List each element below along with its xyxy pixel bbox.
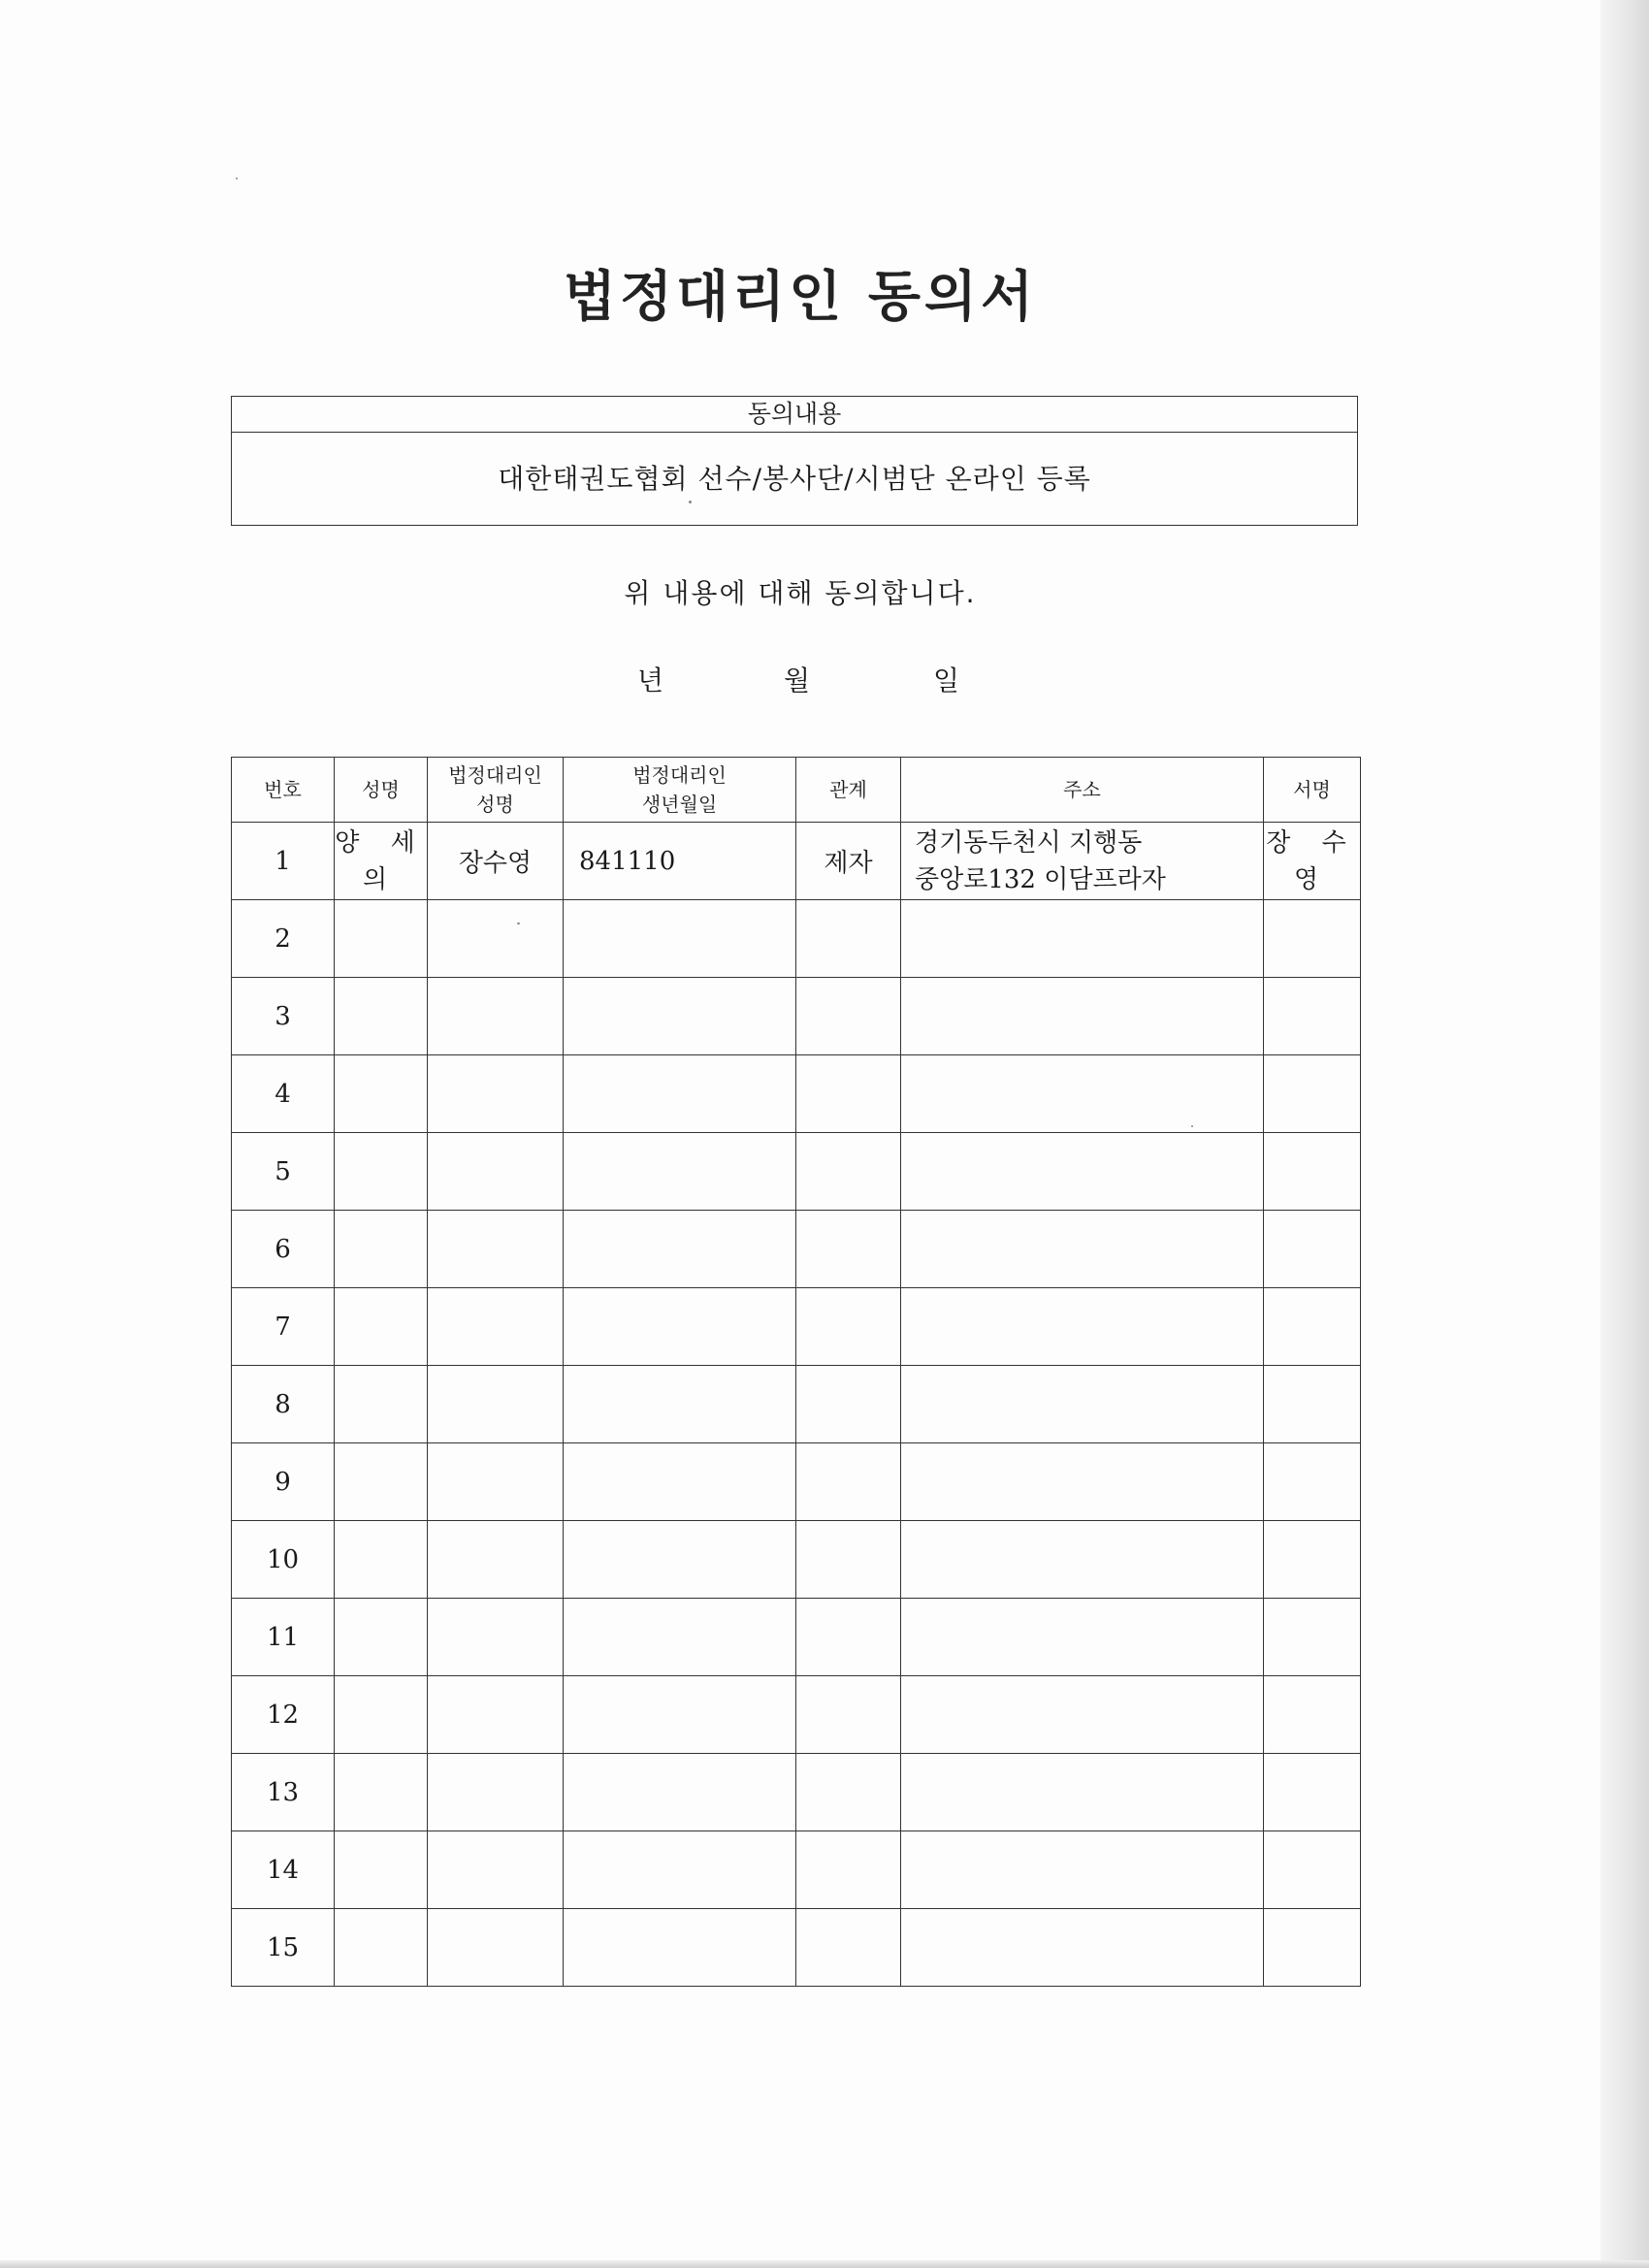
table-row bbox=[232, 1288, 1361, 1366]
cell-relation bbox=[796, 1288, 901, 1366]
cell-rep-birth bbox=[564, 1288, 796, 1366]
cell-address-line1: 경기동두천시 지행동 bbox=[915, 827, 1143, 858]
cell-address bbox=[901, 1133, 1264, 1211]
cell-no: 10 bbox=[232, 1521, 335, 1599]
cell-address bbox=[901, 1831, 1264, 1909]
cell-address bbox=[901, 1754, 1264, 1831]
consent-header: 동의내용 bbox=[232, 397, 1357, 433]
cell-signature bbox=[1264, 1366, 1361, 1443]
cell-signature bbox=[1264, 1521, 1361, 1599]
cell-address bbox=[901, 1288, 1264, 1366]
date-year-label: 년 bbox=[637, 664, 664, 697]
cell-signature bbox=[1264, 1288, 1361, 1366]
cell-rep-birth bbox=[564, 1443, 796, 1521]
cell-name bbox=[335, 1599, 428, 1676]
cell-name bbox=[335, 1133, 428, 1211]
cell-rep-birth bbox=[564, 1754, 796, 1831]
cell-name bbox=[335, 1055, 428, 1133]
cell-rep-name bbox=[428, 1599, 564, 1676]
cell-rep-name bbox=[428, 1909, 564, 1987]
table-row bbox=[232, 1366, 1361, 1443]
cell-rep-name bbox=[428, 978, 564, 1055]
table-row bbox=[232, 1211, 1361, 1288]
cell-rep-birth bbox=[564, 1366, 796, 1443]
cell-signature bbox=[1264, 1443, 1361, 1521]
header-rep-birth bbox=[564, 758, 796, 823]
cell-relation bbox=[796, 1366, 901, 1443]
table-header-row bbox=[232, 758, 1361, 823]
table-row bbox=[232, 900, 1361, 978]
header-rep-name-line2: 성명 bbox=[476, 793, 514, 816]
cell-relation bbox=[796, 900, 901, 978]
cell-rep-birth bbox=[564, 900, 796, 978]
cell-address bbox=[901, 1443, 1264, 1521]
cell-signature: 장 수 영 bbox=[1264, 823, 1361, 900]
cell-signature bbox=[1264, 1211, 1361, 1288]
cell-relation bbox=[796, 1831, 901, 1909]
cell-rep-name bbox=[428, 1676, 564, 1754]
cell-no: 5 bbox=[232, 1133, 335, 1211]
cell-name bbox=[335, 1443, 428, 1521]
cell-rep-birth bbox=[564, 1909, 796, 1987]
cell-name: 양 세 의 bbox=[335, 823, 428, 900]
cell-signature bbox=[1264, 1754, 1361, 1831]
cell-no: 2 bbox=[232, 900, 335, 978]
cell-rep-name bbox=[428, 900, 564, 978]
scan-edge bbox=[1600, 0, 1649, 2268]
cell-name bbox=[335, 1754, 428, 1831]
header-no: 번호 bbox=[232, 758, 335, 823]
cell-no: 13 bbox=[232, 1754, 335, 1831]
consent-box bbox=[231, 396, 1358, 526]
cell-relation bbox=[796, 1211, 901, 1288]
scan-speck bbox=[517, 923, 520, 924]
header-address: 주소 bbox=[901, 758, 1264, 823]
document-title: 법정대리인 동의서 bbox=[563, 266, 1038, 329]
cell-rep-birth bbox=[564, 1133, 796, 1211]
date-day-label: 일 bbox=[933, 664, 960, 697]
cell-relation bbox=[796, 1521, 901, 1599]
cell-no: 6 bbox=[232, 1211, 335, 1288]
cell-relation bbox=[796, 1676, 901, 1754]
cell-no: 8 bbox=[232, 1366, 335, 1443]
cell-name bbox=[335, 900, 428, 978]
cell-signature bbox=[1264, 1599, 1361, 1676]
cell-relation bbox=[796, 1133, 901, 1211]
table-row bbox=[232, 1599, 1361, 1676]
cell-rep-birth bbox=[564, 1831, 796, 1909]
cell-name bbox=[335, 1521, 428, 1599]
table-row bbox=[232, 1055, 1361, 1133]
header-rep-name-line1: 법정대리인 bbox=[448, 763, 542, 787]
cell-name bbox=[335, 1831, 428, 1909]
cell-rep-name bbox=[428, 1521, 564, 1599]
cell-relation: 제자 bbox=[796, 823, 901, 900]
cell-address bbox=[901, 1676, 1264, 1754]
cell-address bbox=[901, 1366, 1264, 1443]
cell-name bbox=[335, 1676, 428, 1754]
header-rep-birth-line2: 생년월일 bbox=[641, 793, 718, 816]
cell-address bbox=[901, 1521, 1264, 1599]
cell-relation bbox=[796, 1599, 901, 1676]
cell-rep-name bbox=[428, 1055, 564, 1133]
scan-speck bbox=[236, 178, 238, 179]
cell-address bbox=[901, 1909, 1264, 1987]
cell-rep-birth bbox=[564, 1521, 796, 1599]
cell-no: 9 bbox=[232, 1443, 335, 1521]
table-row bbox=[232, 1443, 1361, 1521]
scan-speck bbox=[1191, 1125, 1193, 1127]
table-row bbox=[232, 978, 1361, 1055]
cell-signature bbox=[1264, 1676, 1361, 1754]
cell-rep-birth bbox=[564, 1676, 796, 1754]
cell-address bbox=[901, 1055, 1264, 1133]
cell-name bbox=[335, 1366, 428, 1443]
cell-name bbox=[335, 1211, 428, 1288]
cell-signature bbox=[1264, 1909, 1361, 1987]
table-row bbox=[232, 823, 1361, 900]
table-row bbox=[232, 1754, 1361, 1831]
header-name: 성명 bbox=[335, 758, 428, 823]
cell-rep-name: 장수영 bbox=[428, 823, 564, 900]
cell-relation bbox=[796, 1909, 901, 1987]
cell-no: 12 bbox=[232, 1676, 335, 1754]
scan-bottom-edge bbox=[0, 2260, 1649, 2268]
cell-address bbox=[901, 978, 1264, 1055]
cell-rep-birth bbox=[564, 1211, 796, 1288]
cell-address-line2: 중앙로132 이담프라자 bbox=[915, 864, 1166, 894]
cell-no: 15 bbox=[232, 1909, 335, 1987]
cell-relation bbox=[796, 1443, 901, 1521]
table-row bbox=[232, 1676, 1361, 1754]
cell-rep-birth: 841110 bbox=[564, 823, 796, 900]
consent-content: 대한태권도협회 선수/봉사단/시범단 온라인 등록 bbox=[498, 463, 1091, 495]
cell-relation bbox=[796, 1055, 901, 1133]
cell-signature bbox=[1264, 1831, 1361, 1909]
cell-rep-birth bbox=[564, 1055, 796, 1133]
cell-rep-name bbox=[428, 1443, 564, 1521]
header-rep-name bbox=[428, 758, 564, 823]
header-signature: 서명 bbox=[1264, 758, 1361, 823]
cell-name bbox=[335, 978, 428, 1055]
signer-table bbox=[231, 757, 1361, 1987]
cell-rep-name bbox=[428, 1754, 564, 1831]
cell-rep-birth bbox=[564, 978, 796, 1055]
cell-no: 7 bbox=[232, 1288, 335, 1366]
cell-signature bbox=[1264, 900, 1361, 978]
cell-name bbox=[335, 1909, 428, 1987]
cell-name bbox=[335, 1288, 428, 1366]
cell-no: 11 bbox=[232, 1599, 335, 1676]
header-relation: 관계 bbox=[796, 758, 901, 823]
cell-rep-name bbox=[428, 1831, 564, 1909]
cell-address bbox=[901, 1211, 1264, 1288]
cell-no: 1 bbox=[232, 823, 335, 900]
cell-signature bbox=[1264, 978, 1361, 1055]
cell-rep-name bbox=[428, 1211, 564, 1288]
cell-no: 14 bbox=[232, 1831, 335, 1909]
table-row bbox=[232, 1521, 1361, 1599]
agreement-statement: 위 내용에 대해 동의합니다. bbox=[624, 577, 977, 609]
cell-no: 4 bbox=[232, 1055, 335, 1133]
header-rep-birth-line1: 법정대리인 bbox=[632, 763, 727, 787]
cell-signature bbox=[1264, 1055, 1361, 1133]
cell-rep-birth bbox=[564, 1599, 796, 1676]
cell-address bbox=[901, 823, 1264, 900]
cell-address bbox=[901, 1599, 1264, 1676]
cell-relation bbox=[796, 1754, 901, 1831]
date-month-label: 월 bbox=[784, 664, 811, 697]
cell-signature bbox=[1264, 1133, 1361, 1211]
scan-speck bbox=[689, 501, 692, 503]
cell-relation bbox=[796, 978, 901, 1055]
cell-rep-name bbox=[428, 1133, 564, 1211]
table-row bbox=[232, 1133, 1361, 1211]
cell-no: 3 bbox=[232, 978, 335, 1055]
table-row bbox=[232, 1909, 1361, 1987]
cell-rep-name bbox=[428, 1288, 564, 1366]
cell-rep-name bbox=[428, 1366, 564, 1443]
cell-address bbox=[901, 900, 1264, 978]
table-row bbox=[232, 1831, 1361, 1909]
